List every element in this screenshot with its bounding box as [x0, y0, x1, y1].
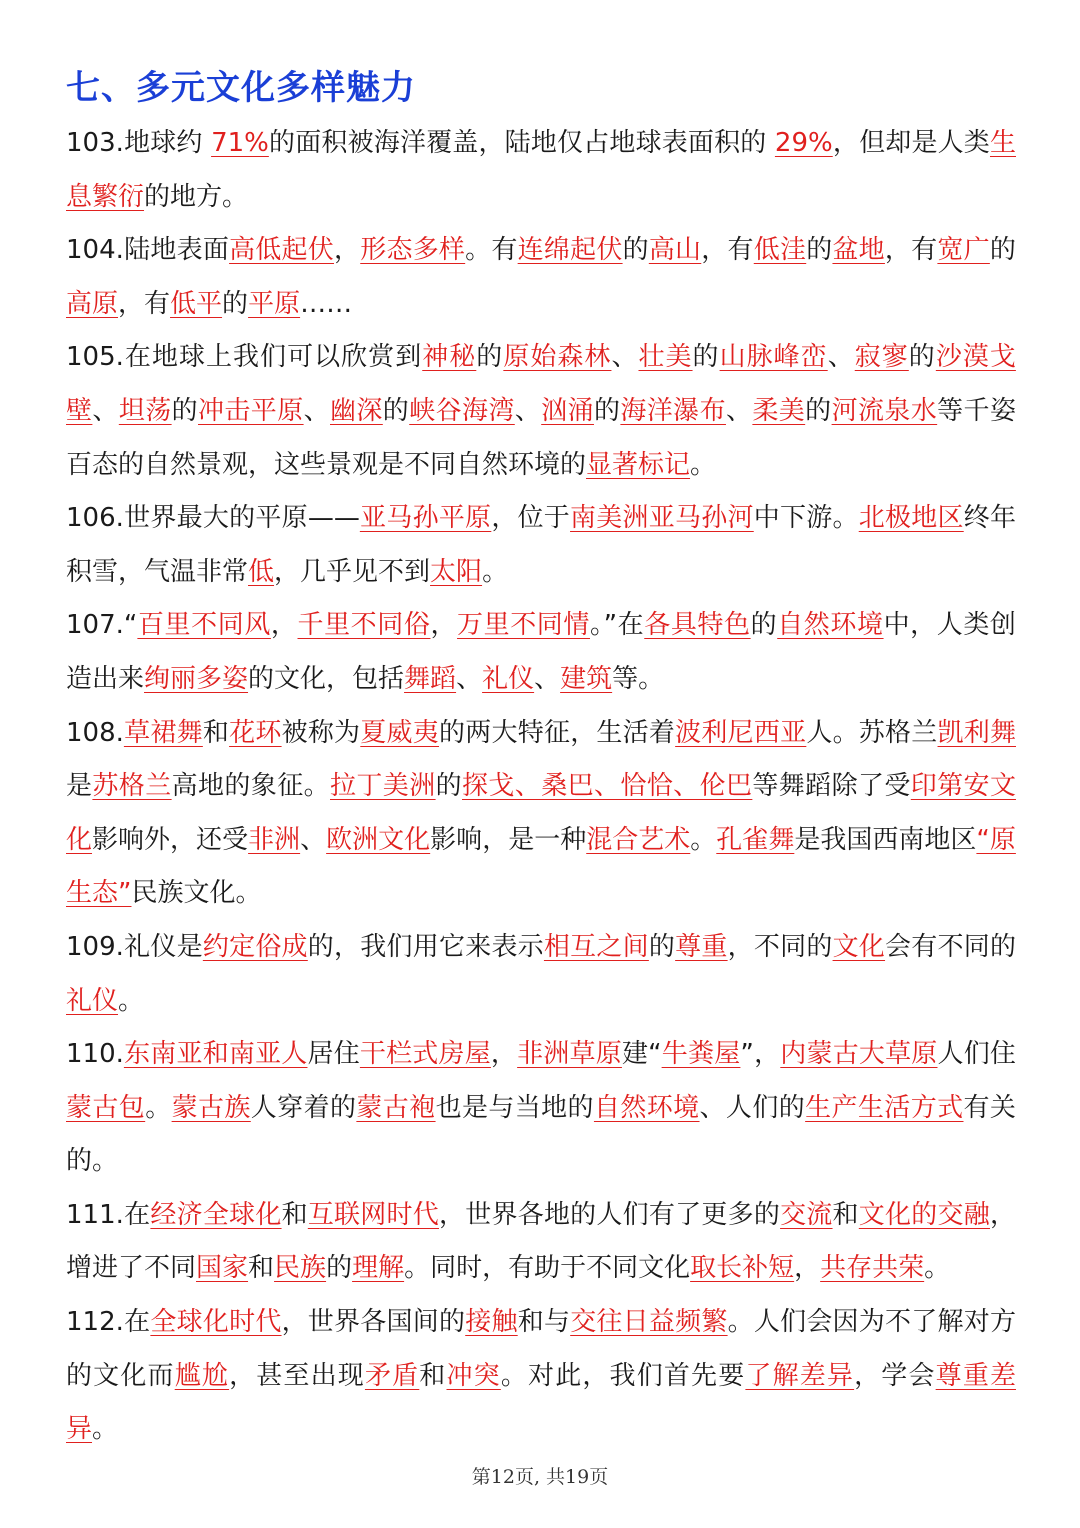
keyword-answer: 原始森林: [503, 342, 612, 373]
keyword-answer: 生产生活方式: [805, 1092, 964, 1123]
keyword-answer: 尴尬: [174, 1360, 230, 1391]
body-text: 的: [750, 610, 778, 641]
keyword-answer: 坦荡: [118, 395, 172, 426]
body-text: 、: [92, 395, 119, 426]
body-text: 的: [806, 235, 833, 266]
body-text: 礼仪是: [123, 931, 203, 962]
body-text: 民族文化。: [131, 878, 262, 909]
body-text: 和: [832, 1199, 859, 1230]
body-text: 的文化，包括: [248, 663, 405, 694]
body-text: 会有不同的: [885, 931, 1016, 962]
item-list: [66, 117, 1016, 1457]
body-text: ，: [430, 610, 458, 641]
keyword-answer: 凯利舞: [937, 717, 1016, 748]
keyword-answer: “原生态”: [66, 824, 1016, 909]
keyword-answer: 混合艺术: [586, 824, 691, 855]
keyword-answer: 舞蹈: [404, 663, 457, 694]
item-number: 105.: [66, 342, 124, 373]
body-text: 的，我们用它来表示: [307, 931, 544, 962]
item-number: 110.: [66, 1039, 124, 1070]
keyword-answer: 高山: [648, 235, 702, 266]
body-text: 。: [145, 1092, 172, 1123]
body-text: 影响外，还受: [92, 824, 249, 855]
keyword-answer: 山脉峰峦: [719, 342, 828, 373]
body-text: 的: [989, 235, 1016, 266]
keyword-answer: 蒙古族: [171, 1092, 251, 1123]
body-text: ，: [794, 1253, 821, 1284]
body-text: 、: [534, 663, 561, 694]
keyword-answer: 尊重: [675, 931, 728, 962]
body-text: 的两大特征，生活着: [439, 717, 676, 748]
body-text: 、: [827, 342, 855, 373]
keyword-answer: 千里不同俗: [297, 610, 431, 641]
keyword-answer: 建筑: [560, 663, 613, 694]
keyword-answer: 低平: [170, 288, 223, 319]
list-item: [66, 1028, 1016, 1189]
body-text: 人。苏格兰: [806, 717, 938, 748]
body-text: 被称为: [281, 717, 361, 748]
body-text: 和与: [517, 1307, 571, 1338]
body-text: 居住: [307, 1039, 360, 1070]
keyword-answer: 全球化时代: [150, 1307, 282, 1338]
keyword-answer: 夏威夷: [360, 717, 440, 748]
keyword-answer: 南美洲亚马孙河: [570, 503, 754, 534]
body-text: 。: [924, 1253, 951, 1284]
item-number: 112.: [66, 1307, 124, 1338]
keyword-answer: 尊重差异: [66, 1360, 1016, 1445]
keyword-answer: 拉丁美洲: [330, 771, 436, 802]
keyword-answer: 盆地: [832, 235, 885, 266]
body-text: 、: [300, 824, 327, 855]
keyword-answer: 草裙舞: [123, 717, 203, 748]
keyword-answer: 互联网时代: [307, 1199, 439, 1230]
keyword-answer: 连绵起伏: [517, 235, 623, 266]
keyword-answer: 相互之间: [543, 931, 649, 962]
body-text: 。”在: [590, 610, 645, 641]
keyword-answer: 了解差异: [745, 1360, 855, 1391]
keyword-answer: 壮美: [638, 342, 693, 373]
body-text: 、: [725, 395, 753, 426]
keyword-answer: 非洲: [248, 824, 301, 855]
body-text: 陆地表面: [123, 235, 230, 266]
keyword-answer: 波利尼西亚: [675, 717, 807, 748]
keyword-answer: 低: [248, 556, 275, 587]
body-text: 是我国西南地区: [794, 824, 977, 855]
body-text: ……: [300, 288, 353, 319]
keyword-answer: 平原: [248, 288, 301, 319]
keyword-answer: 探戈、桑巴、恰恰、伦巴: [462, 771, 753, 802]
item-number: 103.: [66, 128, 124, 158]
body-text: 人穿着的: [250, 1092, 357, 1123]
body-text: 。: [92, 1414, 119, 1445]
body-text: ，世界各地的人们有了更多的: [439, 1199, 781, 1230]
keyword-answer: 百里不同风: [137, 610, 271, 641]
body-text: 影响，是一种: [430, 824, 587, 855]
keyword-answer: 非洲草原: [517, 1039, 622, 1070]
keyword-answer: 约定俗成: [202, 931, 308, 962]
item-number: 107.: [66, 610, 124, 641]
body-text: ，: [334, 235, 361, 266]
keyword-answer: 交流: [780, 1199, 833, 1230]
body-text: 等。: [612, 663, 665, 694]
body-text: 。有: [465, 235, 518, 266]
body-text: 地球约: [123, 128, 212, 158]
keyword-answer: 各具特色: [644, 610, 751, 641]
keyword-answer: 万里不同情: [457, 610, 590, 641]
body-text: ，位于: [491, 503, 571, 534]
body-text: 、人们的: [699, 1092, 806, 1123]
body-text: 。: [118, 985, 145, 1016]
keyword-answer: 孔雀舞: [716, 824, 795, 855]
body-text: 的面积被海洋覆盖，陆地仅占地球表面积的: [268, 128, 775, 158]
keyword-answer: 内蒙古大草原: [780, 1039, 938, 1070]
keyword-answer: 文化的交融: [858, 1199, 990, 1230]
body-text: 等千姿百态的自然景观，这些景观是不同自然环境的: [66, 395, 1016, 480]
body-text: 的: [908, 342, 936, 373]
body-text: 是: [66, 771, 93, 802]
list-item: [66, 921, 1016, 1028]
keyword-answer: 花环: [229, 717, 282, 748]
item-number: 109.: [66, 931, 124, 962]
body-text: ，甚至出现: [229, 1360, 365, 1391]
body-text: 的: [692, 342, 720, 373]
keyword-answer: 沙漠戈壁: [66, 342, 1016, 426]
keyword-answer: 共存共荣: [820, 1253, 925, 1284]
body-text: 中下游。: [753, 503, 859, 534]
body-text: 的: [222, 288, 249, 319]
body-text: 在: [123, 1307, 151, 1338]
body-text: 的: [326, 1253, 353, 1284]
body-text: 。对此，我们首先要: [500, 1360, 746, 1391]
keyword-answer: 接触: [465, 1307, 518, 1338]
list-item: [66, 117, 1016, 224]
body-text: ，增进了不同: [66, 1199, 1016, 1284]
list-item: [66, 1296, 1016, 1457]
keyword-answer: 自然环境: [777, 610, 884, 641]
keyword-answer: 印第安文化: [66, 771, 1016, 855]
body-text: 和: [419, 1360, 447, 1391]
body-text: ，几乎见不到: [274, 556, 431, 587]
body-text: 高地的象征。: [171, 771, 330, 802]
body-text: 中，人类创造出来: [66, 610, 1016, 694]
body-text: ，世界各国间的: [281, 1307, 466, 1338]
keyword-answer: 神秘: [422, 342, 477, 373]
keyword-answer: 礼仪: [66, 985, 119, 1016]
keyword-answer: 71%: [211, 128, 269, 158]
keyword-answer: 国家: [196, 1253, 249, 1284]
body-text: 和: [248, 1253, 275, 1284]
keyword-answer: 亚马孙平原: [359, 503, 492, 534]
body-text: 的: [648, 931, 676, 962]
keyword-answer: 矛盾: [364, 1360, 420, 1391]
keyword-answer: 蒙古袍: [356, 1092, 436, 1123]
body-text: ，有: [118, 288, 171, 319]
keyword-answer: 民族: [274, 1253, 327, 1284]
keyword-answer: 冲击平原: [198, 395, 304, 426]
keyword-answer: 生息繁衍: [66, 128, 1016, 212]
keyword-answer: 河流泉水: [831, 395, 938, 426]
body-text: 的: [171, 395, 199, 426]
keyword-answer: 干栏式房屋: [359, 1039, 491, 1070]
list-item: [66, 492, 1016, 599]
body-text: 有关的。: [66, 1092, 1016, 1177]
body-text: 。: [690, 824, 717, 855]
item-number: 108.: [66, 717, 124, 748]
section-title: 七、多元文化多样魅力: [66, 68, 416, 108]
body-text: 的: [382, 395, 410, 426]
list-item: [66, 331, 1016, 492]
keyword-answer: 高原: [66, 288, 119, 319]
keyword-answer: 绚丽多姿: [144, 663, 249, 694]
body-text: 、: [456, 663, 483, 694]
keyword-answer: 柔美: [752, 395, 806, 426]
body-text: ”，: [740, 1039, 781, 1070]
item-number: 104.: [66, 235, 124, 266]
keyword-answer: 汹涌: [541, 395, 594, 426]
body-text: ，: [270, 610, 298, 641]
body-text: 。同时，有助于不同文化: [404, 1253, 691, 1284]
body-text: 的: [805, 395, 832, 426]
keyword-answer: 太阳: [430, 556, 483, 587]
keyword-answer: 北极地区: [858, 503, 964, 534]
keyword-answer: 海洋瀑布: [620, 395, 726, 426]
body-text: 等舞蹈除了受: [752, 771, 911, 802]
body-text: 。人们会因为不了解对方的文化而: [66, 1307, 1016, 1391]
keyword-answer: 欧洲文化: [326, 824, 431, 855]
keyword-answer: 经济全球化: [150, 1199, 282, 1230]
page-footer: 第12页, 共19页: [471, 1466, 609, 1488]
body-text: 的地方。: [144, 181, 249, 212]
list-item: [66, 599, 1016, 706]
body-text: 的: [593, 395, 621, 426]
keyword-answer: 29%: [774, 128, 833, 158]
keyword-answer: 文化: [832, 931, 886, 962]
keyword-answer: 寂寥: [854, 342, 909, 373]
keyword-answer: 东南亚和南亚人: [123, 1039, 308, 1070]
list-item: [66, 1189, 1016, 1296]
body-text: 的: [435, 771, 462, 802]
body-text: 在地球上我们可以欣赏到: [123, 342, 423, 373]
body-text: 。: [690, 449, 717, 480]
body-text: “: [123, 610, 138, 641]
keyword-answer: 形态多样: [360, 235, 466, 266]
body-text: 建“: [621, 1039, 662, 1070]
keyword-answer: 宽广: [937, 235, 990, 266]
body-text: ，但却是人类: [832, 128, 990, 158]
body-text: 也是与当地的: [435, 1092, 594, 1123]
body-text: 在: [123, 1199, 151, 1230]
body-text: 、: [303, 395, 330, 426]
body-text: 的: [476, 342, 504, 373]
keyword-answer: 自然环境: [593, 1092, 700, 1123]
body-text: 世界最大的平原——: [123, 503, 360, 534]
keyword-answer: 取长补短: [690, 1253, 795, 1284]
keyword-answer: 低洼: [753, 235, 807, 266]
keyword-answer: 苏格兰: [92, 771, 172, 802]
body-text: 、: [611, 342, 639, 373]
body-text: 人们住: [937, 1039, 1016, 1070]
list-item: [66, 224, 1016, 331]
body-text: ，学会: [854, 1360, 936, 1391]
keyword-answer: 幽深: [330, 395, 383, 426]
body-text: 、: [514, 395, 542, 426]
body-text: ，不同的: [727, 931, 833, 962]
list-item: [66, 707, 1016, 921]
body-text: 的: [622, 235, 649, 266]
keyword-answer: 礼仪: [482, 663, 535, 694]
keyword-answer: 冲突: [446, 1360, 501, 1391]
keyword-answer: 理解: [352, 1253, 405, 1284]
keyword-answer: 交往日益频繁: [570, 1307, 728, 1338]
keyword-answer: 高低起伏: [229, 235, 334, 266]
keyword-answer: 峡谷海湾: [409, 395, 515, 426]
body-text: ，有: [884, 235, 938, 266]
body-text: ，有: [701, 235, 754, 266]
body-text: 。: [482, 556, 509, 587]
item-number: 106.: [66, 503, 124, 534]
body-text: 终年积雪，气温非常: [66, 503, 1016, 587]
keyword-answer: 牛粪屋: [661, 1039, 741, 1070]
body-text: 和: [202, 717, 230, 748]
keyword-answer: 蒙古包: [66, 1092, 146, 1123]
body-text: ，: [490, 1039, 518, 1070]
keyword-answer: 显著标记: [586, 449, 691, 480]
body-text: 和: [281, 1199, 308, 1230]
item-number: 111.: [66, 1199, 124, 1230]
